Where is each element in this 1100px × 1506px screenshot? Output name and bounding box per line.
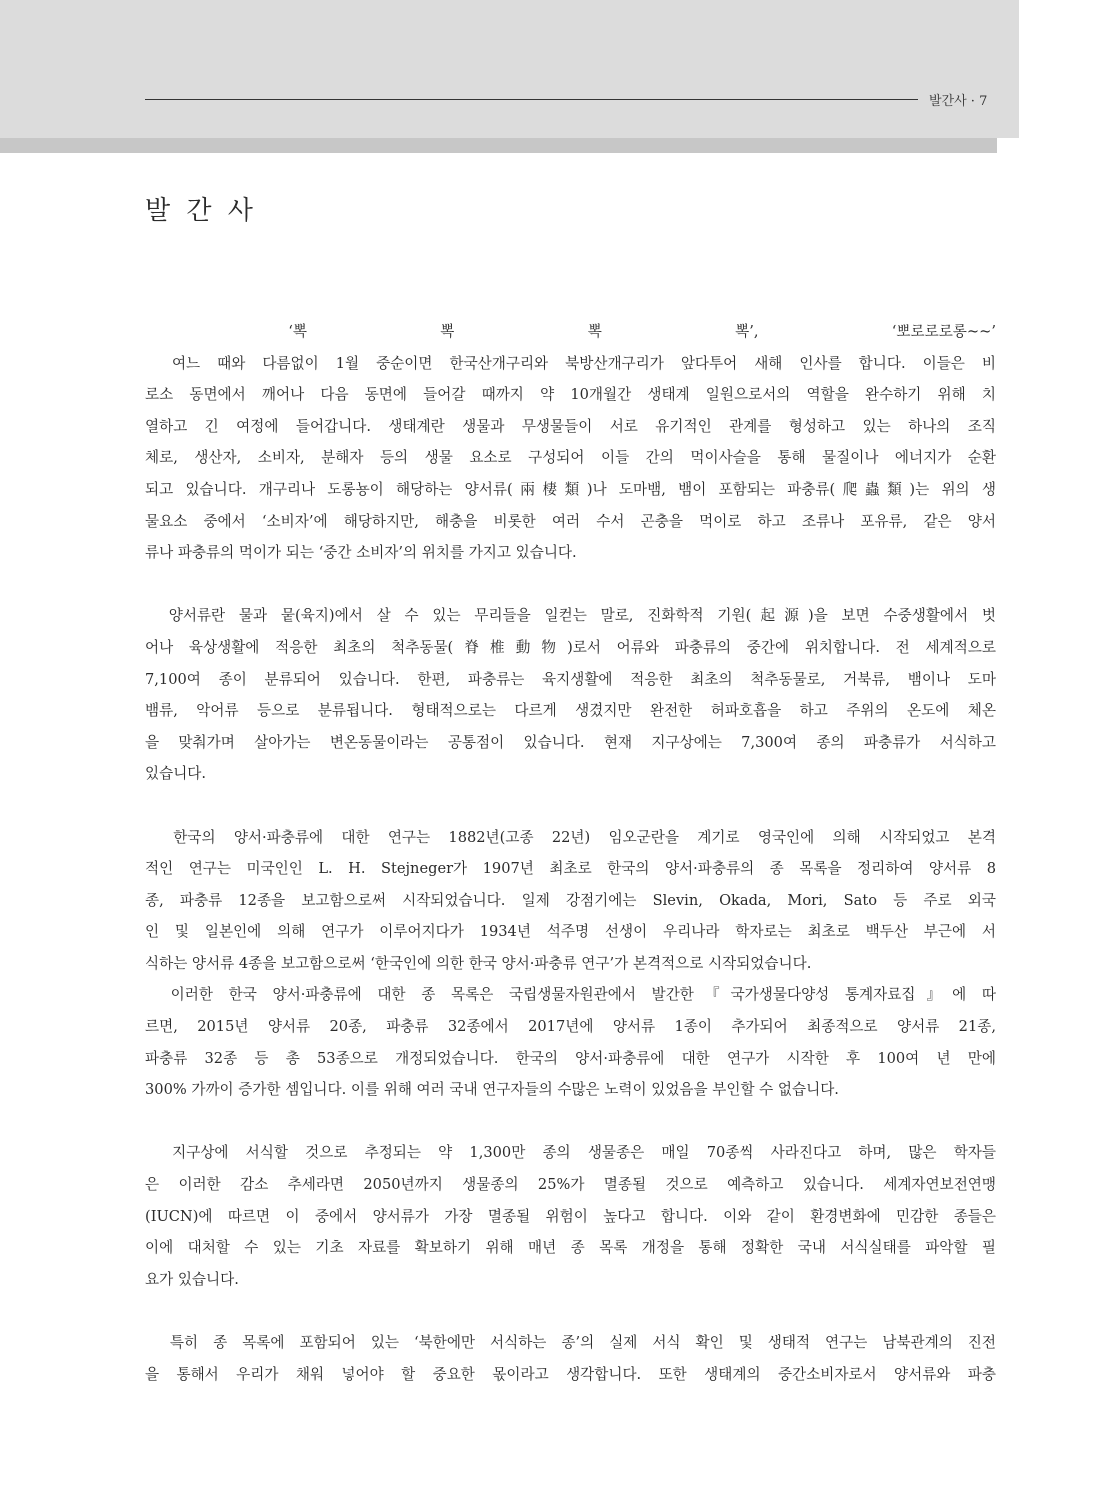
- paragraph: [145, 1327, 996, 1390]
- header-rule: [145, 99, 918, 100]
- text-line: 열하고 긴 여정에 들어갑니다. 생태계란 생물과 무생물들이 서로 유기적인 관계를 형성하고 있는 하나의 조직: [145, 417, 996, 435]
- text-line: 되고 있습니다. 개구리나 도롱뇽이 해당하는 양서류(兩棲類)나 도마뱀, 뱀이 포함되는 파충류(爬蟲類)는 위의 생: [145, 480, 996, 498]
- paragraph: [145, 316, 996, 569]
- text-line: 양서류란 물과 뭍(육지)에서 살 수 있는 무리들을 일컫는 말로, 진화학적 기원(起源)을 보면 수중생활에서 벗: [145, 607, 996, 625]
- text-line: 이러한 한국 양서·파충류에 대한 종 목록은 국립생물자원관에서 발간한『국가생물다양성 통계자료집』에 따: [145, 986, 996, 1004]
- text-line: 어나 육상생활에 적응한 최초의 척추동물(脊椎動物)로서 어류와 파충류의 중간에 위치합니다. 전 세계적으로: [145, 638, 996, 656]
- text-line: 을 통해서 우리가 채워 넣어야 할 중요한 몫이라고 생각합니다. 또한 생태계의 중간소비자로서 양서류와 파충: [145, 1365, 996, 1383]
- text-line: 한국의 양서·파충류에 대한 연구는 1882년(고종 22년) 임오군란을 계기로 영국인에 의해 시작되었고 본격: [145, 828, 996, 846]
- running-head: 발간사 · 7: [929, 94, 988, 109]
- text-line: 은 이러한 감소 추세라면 2050년까지 생물종의 25%가 멸종될 것으로 예측하고 있습니다. 세계자연보전연맹: [145, 1176, 996, 1194]
- paragraph: [145, 822, 996, 1106]
- text-line: 여느 때와 다름없이 1월 중순이면 한국산개구리와 북방산개구리가 앞다투어 새해 인사를 합니다. 이들은 비: [145, 354, 996, 372]
- text-line: 요가 있습니다.: [145, 1270, 239, 1288]
- paragraph: [145, 1137, 996, 1295]
- text-line: 특히 종 목록에 포함되어 있는 ‘북한에만 서식하는 종’의 실제 서식 확인 및 생태적 연구는 남북관계의 진전: [145, 1334, 996, 1351]
- text-line: 로소 동면에서 깨어나 다음 동면에 들어갈 때까지 약 10개월간 생태계 일원으로서의 역할을 완수하기 위해 치: [145, 386, 996, 404]
- header-shadow: [0, 138, 997, 153]
- header-band: [0, 0, 1019, 138]
- text-line: ‘뽁 뽁 뽁 뽁’, ‘뽀로로로롱~~’: [145, 323, 996, 340]
- page-title: 발 간 사: [145, 196, 257, 226]
- paragraph-gap: [145, 569, 996, 601]
- text-line: (IUCN)에 따르면 이 중에서 양서류가 가장 멸종될 위험이 높다고 합니다. 이와 같이 환경변화에 민감한 종들은: [145, 1207, 996, 1225]
- body-text: [145, 316, 996, 1390]
- text-line: 파충류 32종 등 총 53종으로 개정되었습니다. 한국의 양서·파충류에 대한 연구가 시작한 후 100여 년 만에: [145, 1049, 996, 1067]
- text-line: 7,100여 종이 분류되어 있습니다. 한편, 파충류는 육지생활에 적응한 최초의 척추동물로, 거북류, 뱀이나 도마: [145, 670, 996, 688]
- text-line: 적인 연구는 미국인인 L. H. Stejneger가 1907년 최초로 한국의 양서·파충류의 종 목록을 정리하여 양서류 8: [145, 860, 996, 878]
- text-line: 인 및 일본인에 의해 연구가 이루어지다가 1934년 석주명 선생이 우리나라 학자로는 최초로 백두산 부근에 서: [145, 923, 996, 941]
- text-line: 체로, 생산자, 소비자, 분해자 등의 생물 요소로 구성되어 이들 간의 먹이사슬을 통해 물질이나 에너지가 순환: [145, 449, 996, 467]
- text-line: 을 맞춰가며 살아가는 변온동물이라는 공통점이 있습니다. 현재 지구상에는 7,300여 종의 파충류가 서식하고: [145, 733, 996, 751]
- paragraph-gap: [145, 790, 996, 822]
- text-line: 류나 파충류의 먹이가 되는 ‘중간 소비자’의 위치를 가지고 있습니다.: [145, 544, 577, 562]
- text-line: 물요소 중에서 ‘소비자’에 해당하지만, 해충을 비롯한 여러 수서 곤충을 먹이로 하고 조류나 포유류, 같은 양서: [145, 512, 996, 530]
- paragraph-gap: [145, 1295, 996, 1327]
- text-line: 종, 파충류 12종을 보고함으로써 시작되었습니다. 일제 강점기에는 Slevin, Okada, Mori, Sato 등 주로 외국: [145, 891, 996, 909]
- text-line: 식하는 양서류 4종을 보고함으로써 ‘한국인에 의한 한국 양서·파충류 연구’가 본격적으로 시작되었습니다.: [145, 954, 812, 972]
- text-line: 뱀류, 악어류 등으로 분류됩니다. 형태적으로는 다르게 생겼지만 완전한 허파호흡을 하고 주위의 온도에 체온: [145, 702, 996, 720]
- text-line: 300% 가까이 증가한 셈입니다. 이를 위해 여러 국내 연구자들의 수많은 노력이 있었음을 부인할 수 없습니다.: [145, 1081, 839, 1099]
- text-line: 이에 대처할 수 있는 기초 자료를 확보하기 위해 매년 종 목록 개정을 통해 정확한 국내 서식실태를 파악할 필: [145, 1239, 996, 1257]
- text-line: 있습니다.: [145, 765, 207, 783]
- paragraph: [145, 600, 996, 790]
- text-line: 르면, 2015년 양서류 20종, 파충류 32종에서 2017년에 양서류 1종이 추가되어 최종적으로 양서류 21종,: [145, 1018, 996, 1036]
- paragraph-gap: [145, 1106, 996, 1138]
- text-line: 지구상에 서식할 것으로 추정되는 약 1,300만 종의 생물종은 매일 70종씩 사라진다고 하며, 많은 학자들: [145, 1144, 996, 1162]
